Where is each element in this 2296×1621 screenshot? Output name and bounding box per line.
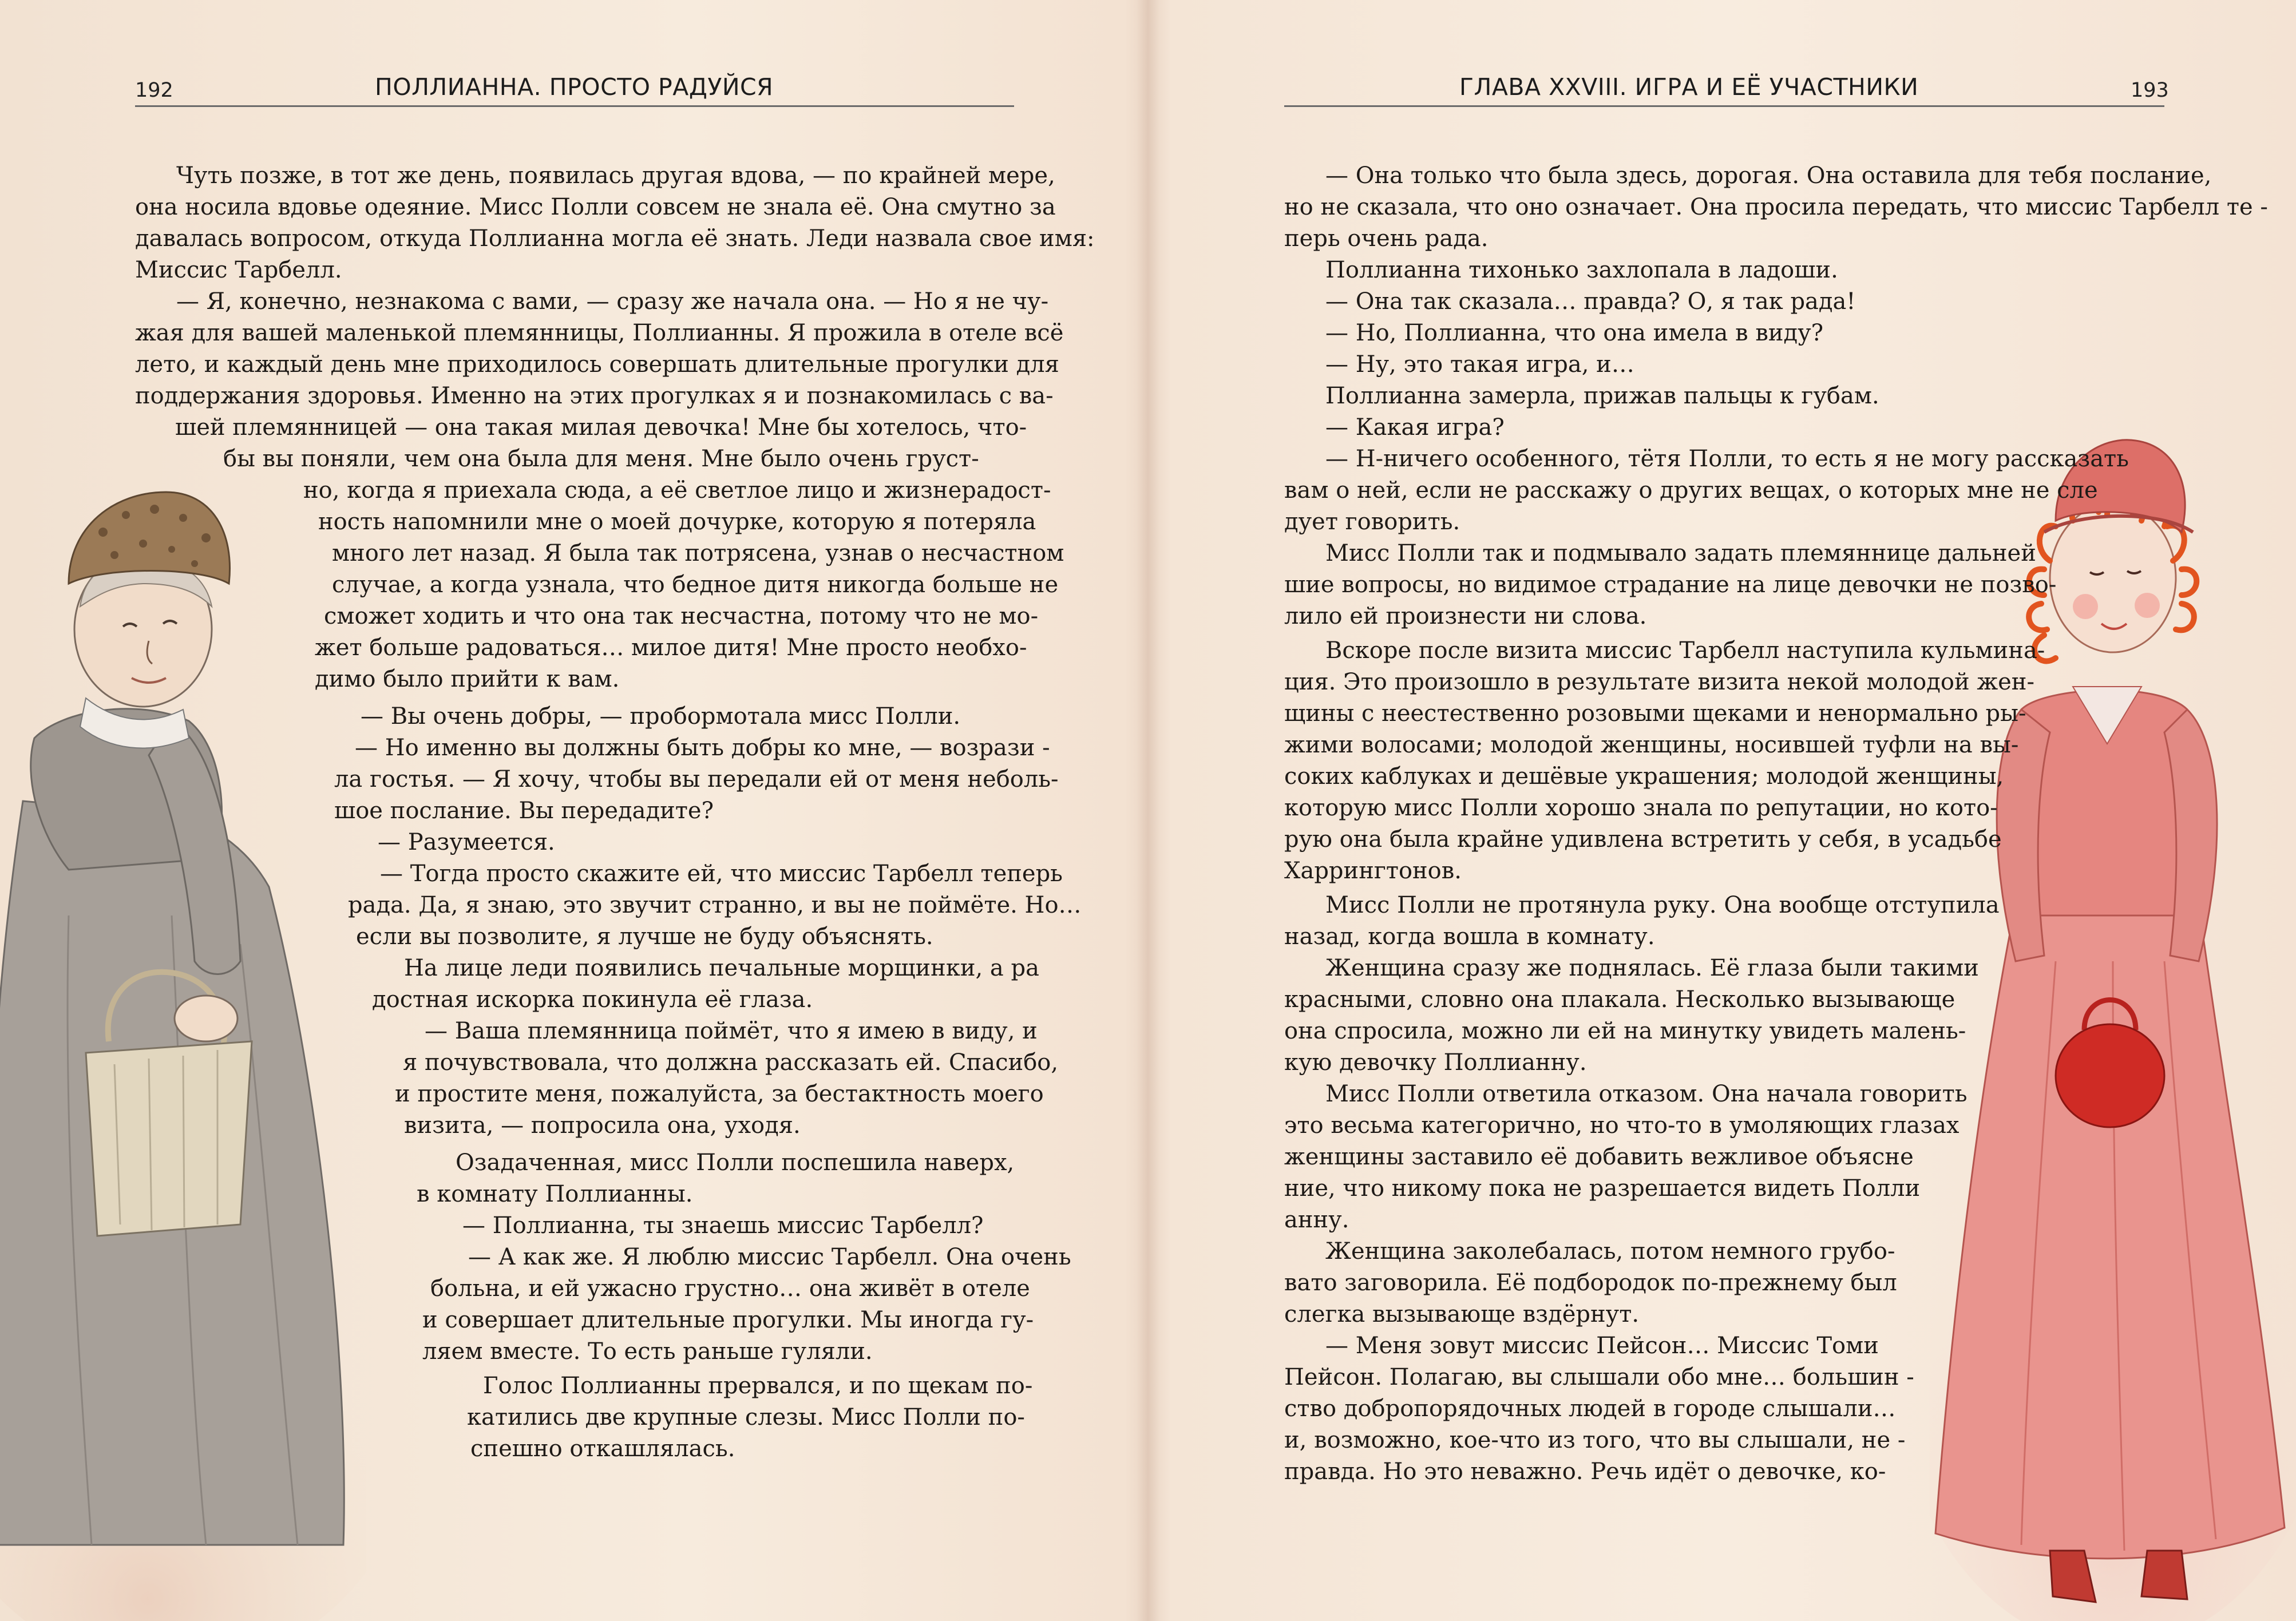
- text-line: много лет назад. Я была так потрясена, узнав о несчастном: [332, 540, 1064, 566]
- text-line: — Тогда просто скажите ей, что миссис Тарбелл теперь: [380, 861, 1063, 887]
- text-line: но не сказала, что оно означает. Она просила передать, что миссис Тарбелл те -: [1284, 194, 2268, 220]
- text-line: рую она была крайне удивлена встретить у себя, в усадьбе: [1284, 826, 2002, 853]
- text-line: Пейсон. Полагаю, вы слышали обо мне… большин -: [1284, 1364, 1914, 1390]
- text-line: сможет ходить и что она так несчастна, потому что не мо-: [324, 603, 1039, 629]
- left-running-head: ПОЛЛИАННА. ПРОСТО РАДУЙСЯ: [375, 73, 774, 101]
- text-line: правда. Но это неважно. Речь идёт о девочке, ко-: [1284, 1458, 1886, 1485]
- text-line: и, возможно, кое-что из того, что вы слышали, не -: [1284, 1427, 1906, 1453]
- text-line: ла гостья. — Я хочу, чтобы вы передали ей от меня неболь-: [334, 766, 1059, 792]
- text-line: димо было прийти к вам.: [315, 666, 620, 692]
- text-line: жет больше радоваться… милое дитя! Мне просто необхо-: [315, 635, 1027, 661]
- text-line: в комнату Поллианны.: [417, 1181, 693, 1207]
- text-line: — Но, Поллианна, что она имела в виду?: [1325, 320, 1824, 346]
- left-page-number: 192: [135, 79, 173, 102]
- text-line: ство добропорядочных людей в городе слышали…: [1284, 1396, 1896, 1422]
- text-line: — Ну, это такая игра, и…: [1325, 351, 1634, 378]
- text-line: Вскоре после визита миссис Тарбелл наступила кульмина-: [1325, 637, 2045, 664]
- text-line: анну.: [1284, 1207, 1349, 1233]
- text-line: Мисс Полли так и подмывало задать племяннице дальней: [1325, 540, 2036, 566]
- text-line: Поллианна тихонько захлопала в ладоши.: [1325, 257, 1838, 283]
- text-line: Женщина сразу же поднялась. Её глаза были такими: [1325, 955, 1979, 981]
- text-line: Харрингтонов.: [1284, 858, 1462, 884]
- widow-illustration: [0, 401, 366, 1621]
- text-line: красными, словно она плакала. Несколько вызывающе: [1284, 986, 1955, 1013]
- text-line: Мисс Полли ответила отказом. Она начала говорить: [1325, 1081, 1968, 1107]
- text-line: вам о ней, если не расскажу о других вещах, о которых мне не сле: [1284, 477, 2098, 504]
- text-line: ляем вместе. То есть раньше гуляли.: [422, 1338, 873, 1365]
- text-line: поддержания здоровья. Именно на этих прогулках я и познакомилась с ва-: [135, 383, 1054, 409]
- text-line: перь очень рада.: [1284, 225, 1489, 252]
- text-line: бы вы поняли, чем она была для меня. Мне было очень груст-: [223, 446, 979, 472]
- text-line: женщины заставило её добавить вежливое объясне: [1284, 1144, 1914, 1170]
- text-line: Чуть позже, в тот же день, появилась другая вдова, — по крайней мере,: [176, 163, 1055, 189]
- text-line: шое послание. Вы передадите?: [334, 798, 714, 824]
- text-line: щины с неестественно розовыми щеками и ненормально ры-: [1284, 700, 2026, 727]
- text-line: — Разумеется.: [378, 829, 555, 855]
- text-line: ность напомнили мне о моей дочурке, которую я потеряла: [318, 509, 1036, 535]
- text-line: — Поллианна, ты знаешь миссис Тарбелл?: [462, 1212, 984, 1239]
- text-line: Мисс Полли не протянула руку. Она вообще отступила: [1325, 892, 2000, 918]
- text-line: но, когда я приехала сюда, а её светлое лицо и жизнерадост-: [303, 477, 1051, 504]
- text-line: и совершает длительные прогулки. Мы иногда гу-: [422, 1307, 1034, 1333]
- text-line: если вы позволите, я лучше не буду объяснять.: [356, 924, 933, 950]
- text-line: слегка вызывающе вздёрнут.: [1284, 1301, 1640, 1327]
- text-line: и простите меня, пожалуйста, за бестактность моего: [395, 1081, 1044, 1107]
- text-line: жими волосами; молодой женщины, носившей туфли на вы-: [1284, 732, 2019, 758]
- text-line: Голос Поллианны прервался, и по щекам по-: [483, 1373, 1033, 1399]
- right-page-number: 193: [2131, 79, 2169, 102]
- text-line: случае, а когда узнала, что бедное дитя никогда больше не: [332, 572, 1059, 598]
- text-line: дует говорить.: [1284, 509, 1460, 535]
- text-line: Женщина заколебалась, потом немного грубо-: [1325, 1238, 1895, 1265]
- right-page: [1148, 0, 2296, 1621]
- text-line: я почувствовала, что должна рассказать ей. Спасибо,: [403, 1049, 1059, 1076]
- text-line: — Она так сказала… правда? О, я так рада!: [1325, 288, 1856, 315]
- text-line: На лице леди появились печальные морщинки, а ра: [404, 955, 1039, 981]
- text-line: — Но именно вы должны быть добры ко мне, — возрази -: [355, 735, 1050, 761]
- text-line: ция. Это произошло в результате визита некой молодой жен-: [1284, 669, 2034, 695]
- text-line: она носила вдовье одеяние. Мисс Полли совсем не знала её. Она смутно за: [135, 194, 1056, 220]
- text-line: ние, что никому пока не разрешается видеть Полли: [1284, 1175, 1921, 1202]
- text-line: достная искорка покинула её глаза.: [372, 986, 813, 1013]
- text-line: Озадаченная, мисс Полли поспешила наверх,: [456, 1150, 1015, 1176]
- text-line: это весьма категорично, но что-то в умоляющих глазах: [1284, 1112, 1959, 1139]
- text-line: больна, и ей ужасно грустно… она живёт в отеле: [430, 1275, 1030, 1302]
- text-line: шей племянницей — она такая милая девочка! Мне бы хотелось, что-: [175, 414, 1027, 441]
- text-line: жая для вашей маленькой племянницы, Поллианны. Я прожила в отеле всё: [135, 320, 1064, 346]
- text-line: Миссис Тарбелл.: [135, 257, 342, 283]
- text-line: спешно откашлялась.: [470, 1436, 735, 1462]
- text-line: — Ваша племянница поймёт, что я имею в виду, и: [425, 1018, 1038, 1044]
- text-line: — Я, конечно, незнакома с вами, — сразу же начала она. — Но я не чу-: [176, 288, 1049, 315]
- text-line: катились две крупные слезы. Мисс Полли по-: [467, 1404, 1025, 1430]
- text-line: визита, — попросила она, уходя.: [404, 1112, 801, 1139]
- text-line: — Какая игра?: [1325, 414, 1505, 441]
- text-line: она спросила, можно ли ей на минутку увидеть малень-: [1284, 1018, 1966, 1044]
- text-line: соких каблуках и дешёвые украшения; молодой женщины,: [1284, 763, 2004, 790]
- text-line: — Н-ничего особенного, тётя Полли, то есть я не могу рассказать: [1325, 446, 2129, 472]
- text-line: которую мисс Полли хорошо знала по репутации, но кото-: [1284, 795, 1998, 821]
- text-line: лило ей произнести ни слова.: [1284, 603, 1647, 629]
- text-line: Поллианна замерла, прижав пальцы к губам.: [1325, 383, 1879, 409]
- text-line: лето, и каждый день мне приходилось совершать длительные прогулки для: [135, 351, 1059, 378]
- text-line: рада. Да, я знаю, это звучит странно, и вы не поймёте. Но…: [348, 892, 1082, 918]
- text-line: вато заговорила. Её подбородок по-прежнему был: [1284, 1270, 1897, 1296]
- text-line: кую девочку Поллианну.: [1284, 1049, 1587, 1076]
- text-line: — Вы очень добры, — пробормотала мисс Полли.: [361, 703, 961, 730]
- left-header-rule: [135, 105, 1014, 107]
- text-line: давалась вопросом, откуда Поллианна могла её знать. Леди назвала свое имя:: [135, 225, 1095, 252]
- text-line: — А как же. Я люблю миссис Тарбелл. Она очень: [468, 1244, 1071, 1270]
- right-header-rule: [1284, 105, 2164, 107]
- text-line: — Она только что была здесь, дорогая. Она оставила для тебя послание,: [1325, 163, 2212, 189]
- right-running-head: ГЛАВА XXVIII. ИГРА И ЕЁ УЧАСТНИКИ: [1459, 73, 1919, 101]
- text-line: шие вопросы, но видимое страдание на лице девочки не позво-: [1284, 572, 2057, 598]
- text-line: назад, когда вошла в комнату.: [1284, 924, 1655, 950]
- text-line: — Меня зовут миссис Пейсон… Миссис Томи: [1325, 1333, 1879, 1359]
